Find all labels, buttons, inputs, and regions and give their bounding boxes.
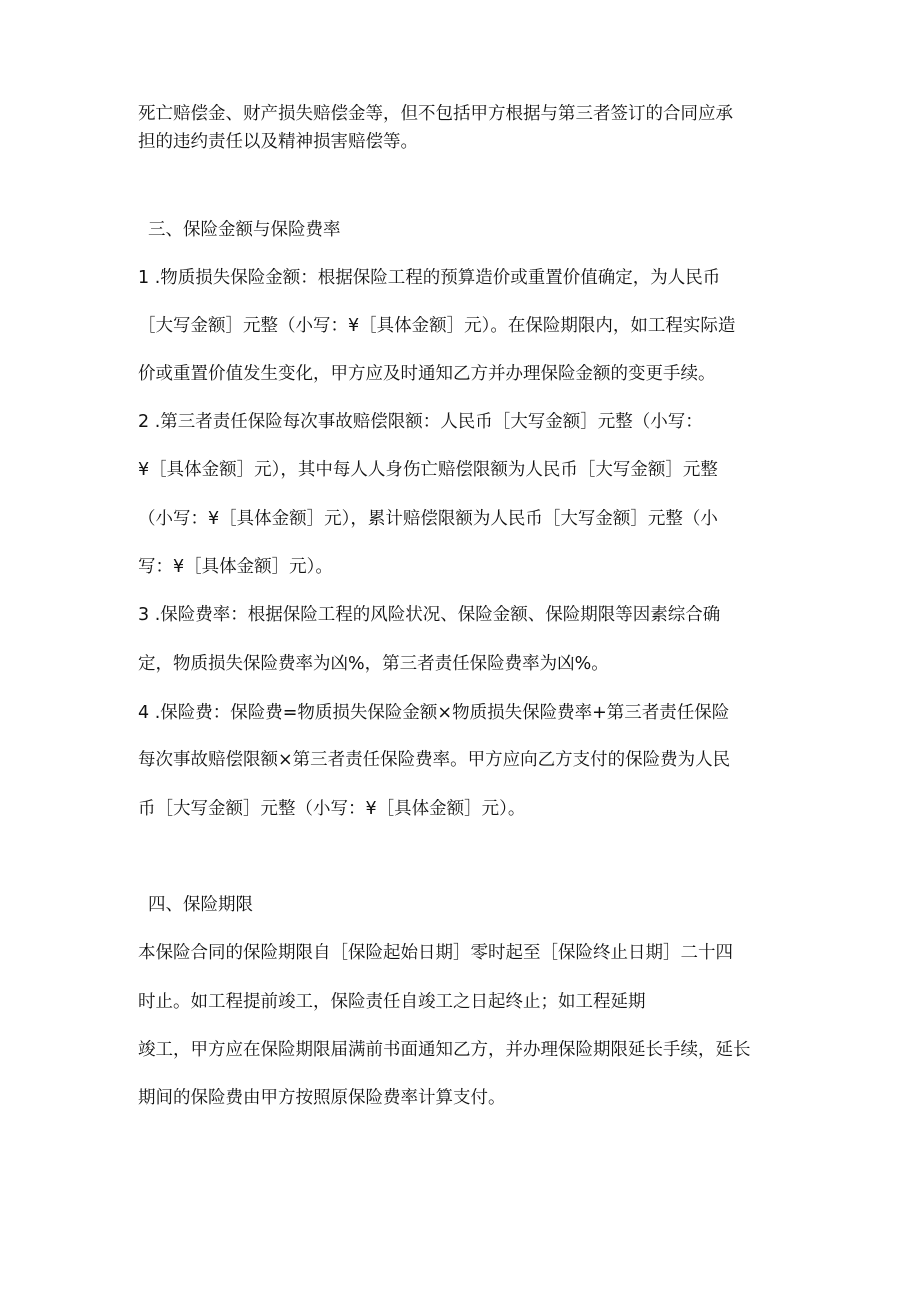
section-3-item-4-line-3: 币［大写金额］元整（小写：¥［具体金额］元）。 — [138, 799, 526, 819]
section-3-item-2-line-4: 写：¥［具体金额］元）。 — [138, 557, 333, 577]
section-3-item-1-line-2: ［大写金额］元整（小写：¥［具体金额］元）。在保险期限内，如工程实际造 — [138, 316, 736, 336]
section-3-item-3-line-2: 定，物质损失保险费率为凶%，第三者责任保险费率为凶%。 — [138, 654, 609, 674]
section-3-item-2-line-2: ¥［具体金额］元），其中每人人身伤亡赔偿限额为人民币［大写金额］元整 — [138, 460, 718, 480]
section-3-item-2-line-3: （小写：¥［具体金额］元），累计赔偿限额为人民币［大写金额］元整（小 — [138, 509, 718, 529]
section-4-line-4: 期间的保险费由甲方按照原保险费率计算支付。 — [138, 1088, 506, 1108]
section-3-item-3-line-1: 3 .保险费率：根据保险工程的风险状况、保险金额、保险期限等因素综合确 — [138, 605, 721, 625]
section-4-line-3: 竣工，甲方应在保险期限届满前书面通知乙方，并办理保险期限延长手续，延长 — [138, 1040, 751, 1060]
section-3-item-1-line-1: 1 .物质损失保险金额：根据保险工程的预算造价或重置价值确定，为人民币 — [138, 268, 721, 288]
intro-line-2: 担的违约责任以及精神损害赔偿等。 — [138, 132, 418, 152]
section-4-line-2: 时止。如工程提前竣工，保险责任自竣工之日起终止；如工程延期 — [138, 992, 646, 1012]
intro-line-1: 死亡赔偿金、财产损失赔偿金等，但不包括甲方根据与第三者签订的合同应承 — [138, 104, 733, 124]
section-4-heading: 四、保险期限 — [148, 895, 253, 915]
section-3-item-4-line-1: 4 .保险费：保险费=物质损失保险金额×物质损失保险费率+第三者责任保险 — [138, 703, 730, 723]
section-3-heading: 三、保险金额与保险费率 — [148, 220, 341, 240]
section-4-line-1: 本保险合同的保险期限自［保险起始日期］零时起至［保险终止日期］二十四 — [138, 943, 733, 963]
section-3-item-2-line-1: 2 .第三者责任保险每次事故赔偿限额：人民币［大写金额］元整（小写： — [138, 412, 703, 432]
section-3-item-4-line-2: 每次事故赔偿限额×第三者责任保险费率。甲方应向乙方支付的保险费为人民 — [138, 750, 731, 770]
section-3-item-1-line-3: 价或重置价值发生变化，甲方应及时通知乙方并办理保险金额的变更手续。 — [138, 364, 716, 384]
